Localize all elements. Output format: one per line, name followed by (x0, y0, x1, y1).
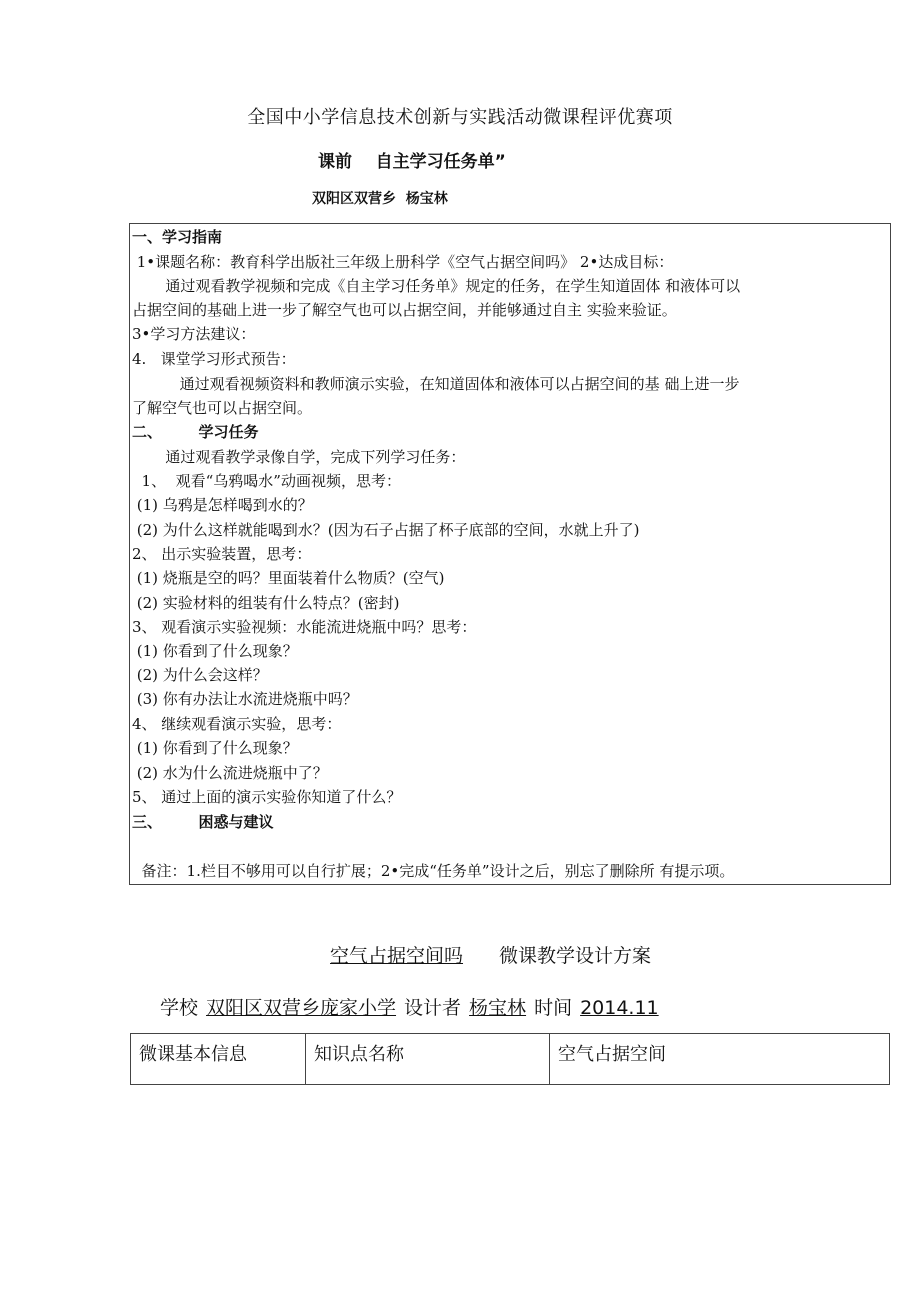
section-heading-guide: 一、学习指南 (132, 228, 223, 246)
task-line: (2) 水为什么流进烧瓶中了？ (132, 764, 328, 782)
task-line: 通过观看教学录像自学，完成下列学习任务： (132, 448, 466, 466)
task-sheet-box (129, 223, 891, 885)
basic-info-table (130, 1033, 890, 1085)
task-line: 4. 课堂学习形式预告： (132, 350, 296, 368)
task-line: 5、 通过上面的演示实验你知道了什么？ (132, 788, 402, 806)
task-line: (2) 为什么这样就能喝到水？(因为石子占据了杯子底部的空间，水就上升了) (132, 521, 640, 539)
task-line: (2) 实验材料的组装有什么特点？(密封) (132, 594, 400, 612)
time-value: 2014.11 (580, 997, 659, 1019)
section-heading-questions: 三、 困惑与建议 (132, 813, 274, 831)
table-row (131, 1034, 890, 1085)
school-value: 双阳区双营乡庞家小学 (206, 997, 397, 1019)
task-line: 4、 继续观看演示实验，思考： (132, 715, 342, 733)
task-line: 通过观看视频资料和教师演示实验，在知道固体和液体可以占据空间的基 础上进一步 (132, 375, 740, 393)
design-plan-meta (160, 993, 659, 1020)
school-label: 学校 (160, 997, 199, 1019)
design-plan-label: 微课教学设计方案 (499, 945, 652, 967)
designer-value: 杨宝林 (469, 997, 527, 1019)
task-line: (3) 你有办法让水流进烧瓶中吗？ (132, 690, 358, 708)
task-line: 1•课题名称：教育科学出版社三年级上册科学《空气占据空间吗》 2•达成目标： (132, 253, 674, 271)
task-line: 了解空气也可以占据空间。 (132, 399, 313, 417)
task-sheet-subtitle: 课前 自主学习任务单” (318, 152, 506, 172)
task-line: 3、 观看演示实验视频：水能流进烧瓶中吗？思考： (132, 618, 477, 636)
table-cell: 知识点名称 (306, 1034, 550, 1085)
task-line: (1) 你看到了什么现象？ (132, 739, 298, 757)
designer-label: 设计者 (404, 997, 462, 1019)
time-label: 时间 (534, 997, 573, 1019)
task-line: 1、 观看“乌鸦喝水”动画视频，思考： (132, 472, 401, 490)
task-line: 2、 出示实验装置，思考： (132, 545, 312, 563)
task-note: 备注：1.栏目不够用可以自行扩展；2•完成“任务单”设计之后，别忘了删除所 有提示项。 (132, 862, 735, 880)
table-cell: 空气占据空间 (550, 1034, 890, 1085)
section-heading-tasks: 二、 学习任务 (132, 423, 259, 441)
design-plan-title (330, 941, 651, 968)
task-line: (2) 为什么会这样？ (132, 666, 268, 684)
task-line: (1) 烧瓶是空的吗？里面装着什么物质？(空气) (132, 569, 445, 587)
lesson-topic: 空气占据空间吗 (330, 945, 464, 967)
author-line: 双阳区双营乡 杨宝林 (312, 191, 448, 207)
task-line: 3•学习方法建议： (132, 325, 256, 343)
table-cell: 微课基本信息 (131, 1034, 306, 1085)
task-line: 通过观看教学视频和完成《自主学习任务单》规定的任务，在学生知道固体 和液体可以 (132, 277, 741, 295)
task-line: (1) 乌鸦是怎样喝到水的？ (132, 496, 313, 514)
document-title: 全国中小学信息技术创新与实践活动微课程评优赛项 (247, 107, 673, 128)
task-line: (1) 你看到了什么现象？ (132, 642, 298, 660)
task-line: 占据空间的基础上进一步了解空气也可以占据空间，并能够通过自主 实验来验证。 (132, 301, 677, 319)
